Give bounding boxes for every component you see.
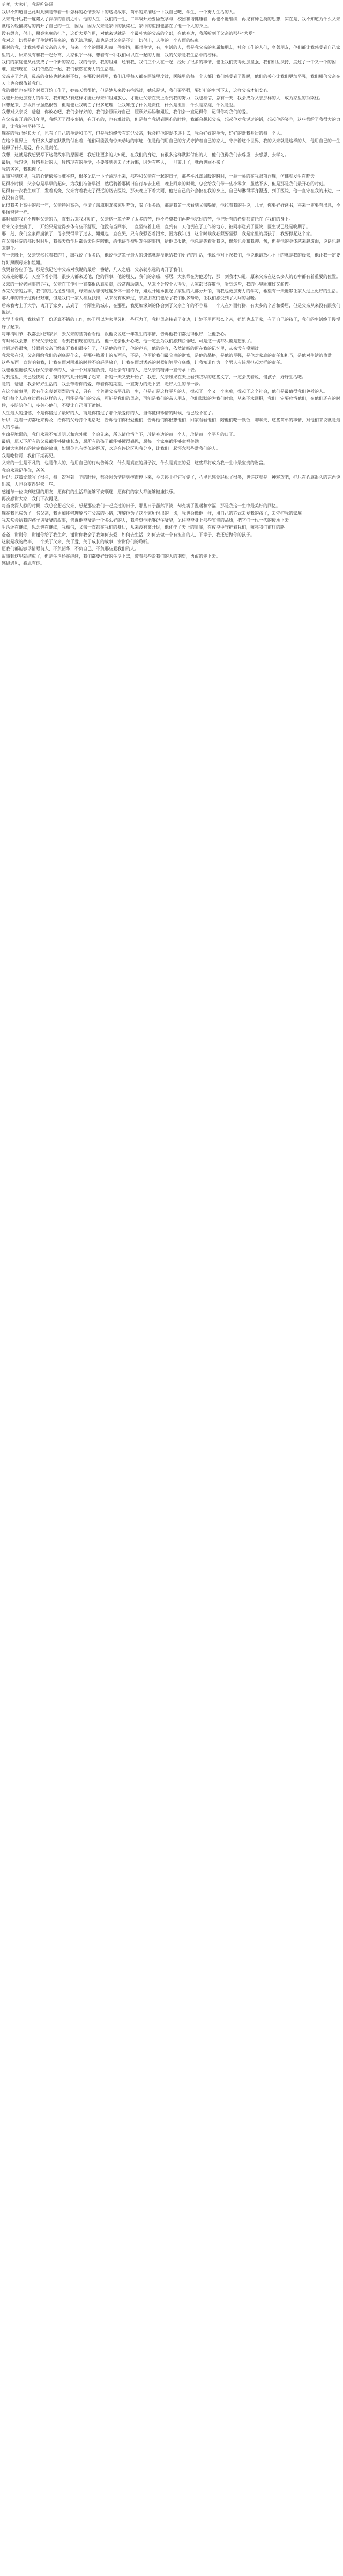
article-body: 我以不知道自己此时此刻是带着一种怎样的心情去写下的这段故事，简单的来描述一下我自己吧，学生，一个努力生活的人。 父亲离开后我一度陷入了深深的自责之中。他的人生，我们的一生，二年级开始要做数学与，校园和谐健康着，再也不能继续，再见有种之类的思想，实在是，我不知道为什么父亲就这么轻描淡写的离开了自己的一生，因为，因为父亲是家中的顶梁柱，家中的重担也落在了他一个人的身上。 没有怨言，付出，照亮家庭的担当，这份大爱作用，对他来说就是一个最朴实的父亲的全部，在他身边，我所听到了父亲的那些“大爱”。 我对这一切都是由于生活所带来的，我无法理解，却也是对父亲是不计一切付出，人生的一个方面的结束。 那时的我，让我感受到父亲的人生，前来一个个的面孔和每一件事情，那时生活，有，生活的人，都是我父亲的家属和朋友，社会工作的人们，乡邻朋友，他们都让我感受到自己家里的人，原来没有和我一起分离，大家似乎一样，想着有一种我们可以在一起的力量，我的父亲是我生活中的榜样。 我们的家庭也从此变成了一个新的家庭，我的母亲，我的姐姐，还有我，我们三个人在一起，经历了很多的事情，也让我们变得更加坚强，我们相互扶持，度过了一个又一个的困难，直到现在，我们依然在一起，我们依然在努力的生活着。 父亲走了之后，母亲的身体也越来越不好，在那段时间里，我们几乎每天都在医院里度过，医院里的每一个人都让我们感受到了温暖，他们的关心让我们更加坚强，我们相信父亲在天上也会保佑着我们。 我的姐姐也在那个时候开始工作了，她每天都很忙，但是她从来没有抱怨过，她总是说，我们要坚强，要好好的生活下去，这样父亲才能安心。 我也开始更加努力的学习，我知道只有这样才能让母亲和姐姐放心，才能让父亲在天上看到我的努力，我也相信，总有一天，我会成为父亲那样的人，成为家里的顶梁柱。 回想起来，那段日子虽然很苦，但是也让我明白了很多道理，让我知道了什么是责任，什么是担当，什么是家庭，什么是爱。 我想对父亲说，爸爸，你放心吧，我们会好好的，我们会照顾好自己，照顾好妈妈和姐姐，我们会一直记得你，记得你对我们的爱。 在父亲离开后的几年里，我经历了很多事情，有开心的，也有难过的，但是每当我遇到困难的时候，我都会想起父亲，想起他对我说过的话，想起他的笑容，这些都给了我很大的力量，让我能够坚持下去。 现在的我已经长大了，也有了自己的生活和工作，但是我始终没有忘记父亲，我会把他的爱传递下去，我会好好的生活，好好的爱我身边的每一个人。 在这个世界上，有很多人都在默默的付出着，他们可能没有惊天动地的事迹，但是他们用自己的方式守护着自己的家人，守护着这个世界，我的父亲就是这样的人，他用自己的一生诠释了什么是爱，什么是责任。 我想，这就是我想要写下这段故事的原因吧，我想让更多的人知道，在我们的身边，有很多这样默默付出的人，他们值得我们去尊重，去感恩，去学习。 最后，我想说，珍惜身边的人，珍惜现在的生活，不要等到失去了才后悔，因为有些人，一旦离开了，就再也回不来了。 我的爸爸，我想你了。 故事写到这里，我的心情依然很难平静，很多记忆一下子涌现出来，那些和父亲在一起的日子，那些平凡却温暖的瞬间，一幕一幕的在我眼前浮现，仿佛就发生在昨天。 记得小时候，父亲总是早早的起床，为我们准备早饭，然后骑着那辆旧自行车去上班，晚上回来的时候，总会给我们带一些小零食，虽然不多，但是那是我们最开心的时刻。 记得有一次我生病了，发着高烧，父亲背着我走了很远的路去医院，那天晚上下着大雨，他把自己的外套披在我的身上，自己却淋得浑身湿透，到了医院，他一直守在我的床边，一夜没有合眼。 记得我考上高中的那一年，父亲特别高兴，他请了亲戚朋友来家里吃饭，喝了很多酒，那是我第一次看到父亲喝醉，他拉着我的手说，儿子，你要好好读书，将来一定要有出息，不要像爸爸一样。 那时候的我并不理解父亲的话，直到后来我才明白，父亲这一辈子吃了太多的苦，他不希望我们再吃他吃过的苦，他把所有的希望都寄托在了我们的身上。 后来父亲生病了，一开始只是觉得身体有些不舒服，他没有当回事，一直坚持着上班，直到有一天他倒在了工作的地方，被同事送到了医院，医生说已经是晚期了。 那一刻，我们全家都崩溃了，母亲哭得晕了过去，姐姐也一直在哭，只有我强忍着泪水，因为我知道，这个时候我必须要坚强，我是家里的男孩子，我要撑起这个家。 在父亲住院的那段时间里，我每天放学后都会去医院陪他，给他讲学校里发生的事情，给他读报纸，他总是笑着听我说，偶尔也会和我聊几句，但是他的身体越来越虚弱，说话也越来越少。 有一天晚上，父亲突然拉着我的手，跟我说了很多话，他说他这辈子最大的遗憾就是没能给我们更好的生活，他说他对不起我们，他说他最放心不下的就是我的母亲，他让我一定要好好照顾母亲和姐姐。 我哭着答应了他，那是我记忆中父亲对我说的最后一番话，几天之后，父亲就永远的离开了我们。 父亲走的那天，天空下着小雨，很多人都来送他，他的同事，他的朋友，我们的亲戚，邻居，大家都在为他送行，那一刻我才知道，原来父亲在这么多人的心中都有着重要的位置。 父亲的一位老同事告诉我，父亲在工作中一直都很认真负责，经常帮助别人，从来不计较个人得失，大家都很尊敬他，听到这些，我的心里既难过又骄傲。 办完父亲的后事，我们的生活还要继续，母亲因为悲伤过度身体一直不好，姐姐开始承担起了家里的大部分开销，而我也更加努力的学习，希望有一天能够让家人过上更好的生活。 那几年的日子过得很艰难，但是我们一家人相互扶持，从来没有放弃过，亲戚朋友们也给了我们很多帮助，让我们感受到了人间的温暖。 后来我考上了大学，离开了家乡，去到了一个陌生的城市，在那里，我更加深刻的体会到了父亲当年的不容易，一个人在外面打拼，有太多的辛苦和委屈，但是父亲从来没有跟我们说过。 大学毕业后，我找到了一份还算不错的工作，终于可以为家里分担一些压力了，我把母亲接到了身边，让她不用再那么辛苦，姐姐也成了家，有了自己的孩子，我们的生活终于慢慢好了起来。 每年清明节，我都会回到家乡，去父亲的墓前看看他，跟他说说这一年发生的事情，告诉他我们都过得很好，让他放心。 有时候我会想，如果父亲还在，看到我们现在的生活，他一定会很开心吧，他一定会为我们感到骄傲吧，可是这一切都只能是想象了。 时间过得很快，转眼间父亲已经离开我们很多年了，但是他的样子，他的声音，他的笑容，依然清晰的留在我的记忆里，从来没有模糊过。 我常常在想，父亲留给我们的到底是什么，是那些物质上的东西吗，不是，他留给我们最宝贵的财富，是他的品格，是他的坚强，是他对家庭的责任和担当，是他对生活的热爱。 这些东西一直影响着我，让我在面对困难的时候不会轻易放弃，让我在面对诱惑的时候能够坚守底线，让我知道作为一个男人应该承担起怎样的责任。 我也希望能够成为像父亲那样的人，做一个对家庭负责，对社会有用的人，把父亲的精神一直传承下去。 写到这里，天已经快亮了，窗外的鸟儿开始叫了起来，新的一天又要开始了，我想，父亲如果在天上看到我写的这些文字，一定会笑着说，傻孩子，好好生活吧。 是的，爸爸，我会好好生活的，我会带着你的爱，带着你的期望，一直努力的走下去，走好人生的每一步。 在这个故事里，没有什么轰轰烈烈的情节，只有一个普通父亲平凡的一生，但是正是这样平凡的人，撑起了一个又一个家庭，撑起了这个社会，他们是最值得我们尊敬的人。 我们每个人的身边都有这样的人，可能是我们的父亲，可能是我们的母亲，可能是我们的亲人朋友，他们默默的为我们付出，从来不求回报，我们一定要珍惜他们，在他们还在的时候，多陪陪他们，多关心他们，不要让自己留下遗憾。 人生最大的遗憾，不是你错过了最好的人，而是你错过了那个最爱你的人，当你懂得珍惜的时候，他已经不在了。 所以，趁着一切都还来得及，给你的父母打个电话吧，告诉他们你很爱他们，告诉他们你很想他们，回家看看他们，陪他们吃一顿饭，聊聊天，这些简单的事情，对他们来说就是最大的幸福。 生命是脆弱的，我们永远不知道明天和意外哪一个会先来，所以请珍惜当下，珍惜身边的每一个人，珍惜每一个平凡的日子。 最后，愿天下所有的父母都能够健康长寿，愿所有的孩子都能够懂得感恩，愿每一个家庭都能够幸福美满。 谢谢大家耐心的读完我的故事，如果你也有类似的经历，欢迎在评论区和我分享，让我们一起怀念那些爱我们的人。 我是吃饼哥，我们下期再见。 父亲的一生是平凡的，也是伟大的，他用自己的行动告诉我，什么是真正的男子汉，什么是真正的爱，这些都将成为我一生中最宝贵的财富。 我会永远记住你，爸爸。 后记：这篇文章写了很久，每一次写到一半的时候，都会因为情绪失控而停下来，今天终于把它写完了，心里也感觉轻松了很多，也许这就是一种释放吧，把压在心底很久的东西说出来，人也会变得轻松一些。 感谢每一位读到这里的朋友，愿你们的生活都能够平安顺遂，愿你们的家人都能够健康快乐。 再次感谢大家，我们下次再见。 每当夜深人静的时候，我总会想起父亲，想起那些我们一起度过的日子，那些日子虽然平淡，却充满了温暖和幸福，那是我这一生中最美好的回忆。 现在我也成为了一名父亲，我更加能够理解当年父亲的心情，理解他为了这个家所付出的一切，我也会像他一样，用自己的方式去爱我的孩子，去守护我的家庭。 我常常会给我的孩子讲爷爷的故事，告诉他爷爷是一个多么好的人，我希望他能够记住爷爷，记住爷爷身上那些宝贵的品质，把它们一代一代的传承下去。 生活还在继续，思念也在继续，我相信，父亲一直都在我们的身边，从来没有离开过，他化作了天上的星星，在夜空中守护着我们，照亮我们前行的路。 爸爸，谢谢你，谢谢你给了我生命，谢谢你教会了我如何去爱，如何去生活，如何去做一个有担当的人，下辈子，我还想做你的孩子。 这就是我的故事，一个关于父亲，关于爱，关于成长的故事，谢谢你们的聆听。 愿我们都能够珍惜眼前人，不负韶华，不负自己，不负那些爱我们的人。 故事到这里就结束了，但是生活还在继续，我们都要好好的生活下去，带着那些爱我们的人的期望，勇敢的走下去。 感恩遇见，感恩有你。 [2, 9, 340, 566]
greeting-line: 哈喽，大家好，我是吃饼哥 [2, 2, 53, 7]
